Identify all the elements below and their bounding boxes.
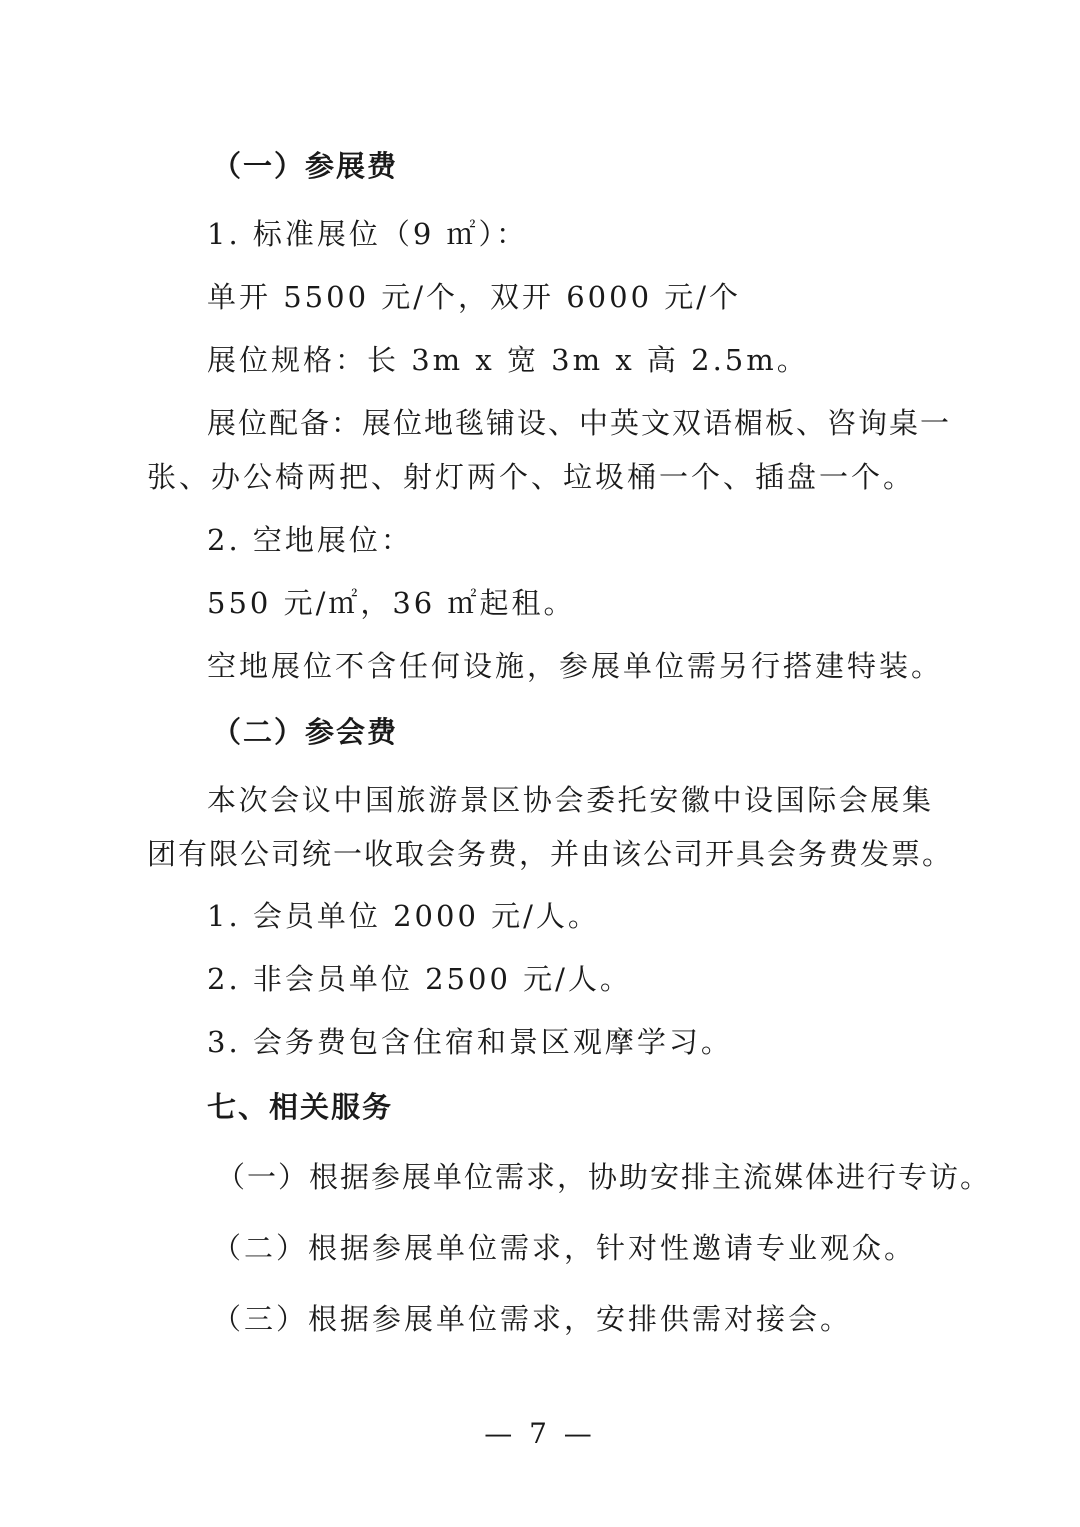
- space-booth-price: 550 元/㎡，36 ㎡起租。: [207, 586, 576, 620]
- conference-fee-item2: 2. 非会员单位 2500 元/人。: [207, 962, 632, 996]
- services-heading: 七、相关服务: [207, 1090, 394, 1124]
- standard-booth-equipment-line1: 展位配备：展位地毯铺设、中英文双语楣板、咨询桌一: [207, 406, 952, 440]
- conference-fee-item1: 1. 会员单位 2000 元/人。: [207, 899, 600, 933]
- services-item1: （一）根据参展单位需求，协助安排主流媒体进行专访。: [216, 1160, 992, 1194]
- conference-fee-heading: （二）参会费: [212, 715, 399, 749]
- conference-intro-line1: 本次会议中国旅游景区协会委托安徽中设国际会展集: [207, 783, 933, 817]
- space-booth-note: 空地展位不含任何设施，参展单位需另行搭建特装。: [207, 649, 944, 683]
- standard-booth-equipment-line2: 张、办公椅两把、射灯两个、垃圾桶一个、插盘一个。: [147, 460, 916, 494]
- page-number: — 7 —: [484, 1417, 596, 1450]
- conference-intro-line2: 团有限公司统一收取会务费，并由该公司开具会务费发票。: [147, 837, 954, 871]
- standard-booth-price: 单开 5500 元/个，双开 6000 元/个: [207, 280, 742, 314]
- standard-booth-title: 1. 标准展位（9 ㎡）：: [207, 217, 529, 251]
- standard-booth-spec: 展位规格：长 3m x 宽 3m x 高 2.5m。: [207, 343, 809, 377]
- services-item3: （三）根据参展单位需求，安排供需对接会。: [212, 1302, 853, 1336]
- services-item2: （二）根据参展单位需求，针对性邀请专业观众。: [212, 1231, 917, 1265]
- conference-fee-item3: 3. 会务费包含住宿和景区观摩学习。: [207, 1025, 733, 1059]
- space-booth-title: 2. 空地展位：: [207, 523, 413, 557]
- exhibit-fee-heading: （一）参展费: [212, 149, 399, 183]
